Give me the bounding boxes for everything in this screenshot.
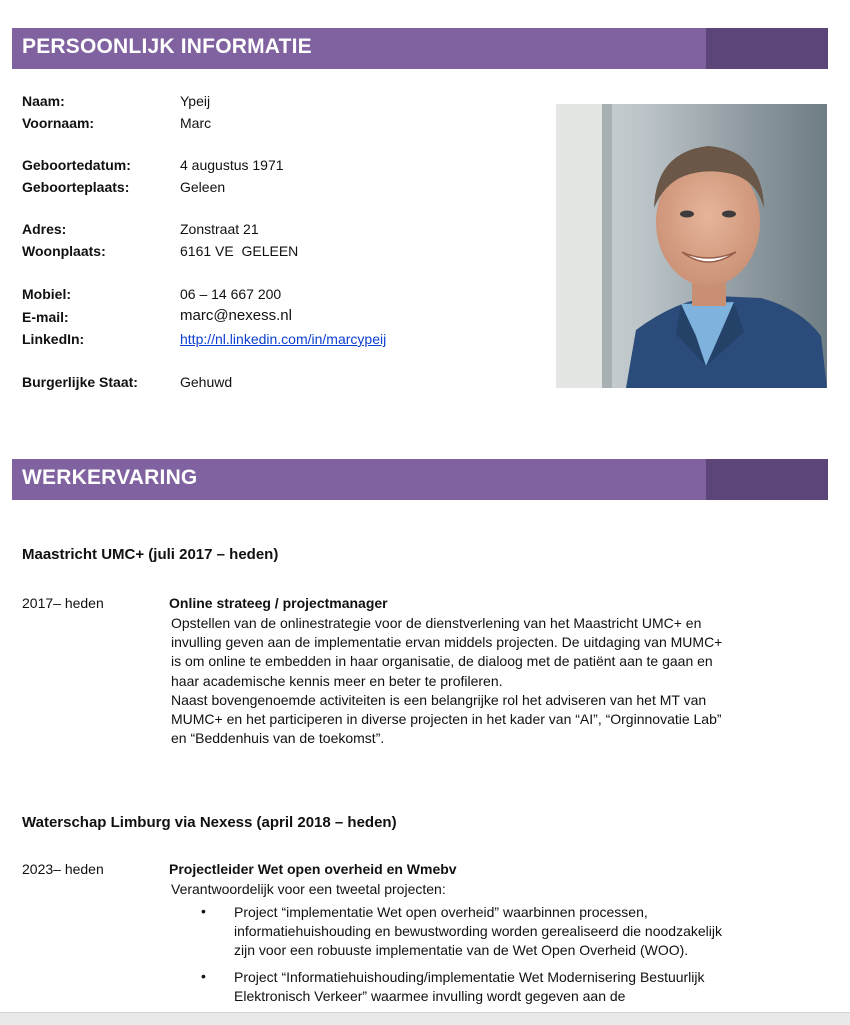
mobiel-label: Mobiel: [22,286,71,302]
section-title-personal: PERSOONLIJK INFORMATIE [22,35,312,58]
email-label: E-mail: [22,309,69,325]
job-description [171,614,821,748]
portrait-photo [556,104,827,388]
burgerlijke-staat-value: Gehuwd [180,374,233,390]
description-line: invulling geven aan de implementatie ervan middels projecten. De uitdaging van MUMC+ [171,634,723,651]
adres-value: Zonstraat 21 [180,221,259,237]
employer-heading: Waterschap Limburg via Nexess (april 2018 – heden) [22,814,397,831]
geboortedatum-label: Geboortedatum: [22,157,131,173]
section-title-work: WERKERVARING [22,466,198,489]
email-value[interactable]: marc@nexess.nl [180,307,292,324]
bullet-line: zijn voor een robuuste implementatie van de Wet Open Overheid (WOO). [234,942,689,959]
job-role: Online strateeg / projectmanager [169,595,388,611]
description-line: Opstellen van de onlinestrategie voor de dienstverlening van het Maastricht UMC+ en [171,615,702,631]
description-line: haar academische kennis meer en beter te profileren. [171,672,503,689]
naam-value: Ypeij [180,93,211,109]
description-line: is om online te embedden in haar organisatie, de dialoog met de patiënt aan te gaan en [171,653,713,670]
bullet-line: Project “implementatie Wet open overheid” waarbinnen processen, [234,904,648,920]
job-intro [171,880,821,899]
bullet-line: Project “Informatiehuishouding/implementatie Wet Modernisering Bestuurlijk [234,969,705,985]
voornaam-label: Voornaam: [22,115,95,131]
bullet-item [234,968,824,1006]
description-line: Naast bovengenoemde activiteiten is een belangrijke rol het adviseren van het MT van [171,691,707,708]
adres-label: Adres: [22,221,67,237]
job-role: Projectleider Wet open overheid en Wmebv [169,861,457,877]
bullet-line: Elektronisch Verkeer” waarmee invulling wordt gegeven aan de [234,988,626,1005]
woonplaats-value: 6161 VE GELEEN [180,243,299,259]
geboorteplaats-label: Geboorteplaats: [22,179,130,195]
bullet-line: informatiehuishouding en bewustwording worden gerealiseerd die noodzakelijk [234,923,722,940]
geboortedatum-value: 4 augustus 1971 [180,157,284,173]
mobiel-value: 06 – 14 667 200 [180,286,282,302]
woonplaats-label: Woonplaats: [22,243,106,259]
linkedin-label: LinkedIn: [22,331,85,347]
description-line: en “Beddenhuis van de toekomst”. [171,730,385,747]
burgerlijke-staat-label: Burgerlijke Staat: [22,374,138,390]
bullet-icon: • [201,903,206,919]
voornaam-value: Marc [180,115,212,131]
window-bottom-edge [0,1012,850,1025]
naam-label: Naam: [22,93,65,109]
geboorteplaats-value: Geleen [180,179,226,195]
section-header-work [12,459,828,500]
section-header-personal [12,28,828,69]
job-period: 2023– heden [22,861,104,877]
portrait-illustration [556,104,827,388]
linkedin-link[interactable]: http://nl.linkedin.com/in/marcypeij [180,331,387,347]
section-header-accent [706,28,828,69]
bullet-icon: • [201,968,206,984]
intro-line: Verantwoordelijk voor een tweetal projecten: [171,881,446,897]
section-header-accent [706,459,828,500]
employer-heading: Maastricht UMC+ (juli 2017 – heden) [22,546,279,563]
description-line: MUMC+ en het participeren in diverse projecten in het kader van “AI”, “Orginnovatie Lab” [171,711,722,728]
job-period: 2017– heden [22,595,104,611]
bullet-item [234,903,824,961]
